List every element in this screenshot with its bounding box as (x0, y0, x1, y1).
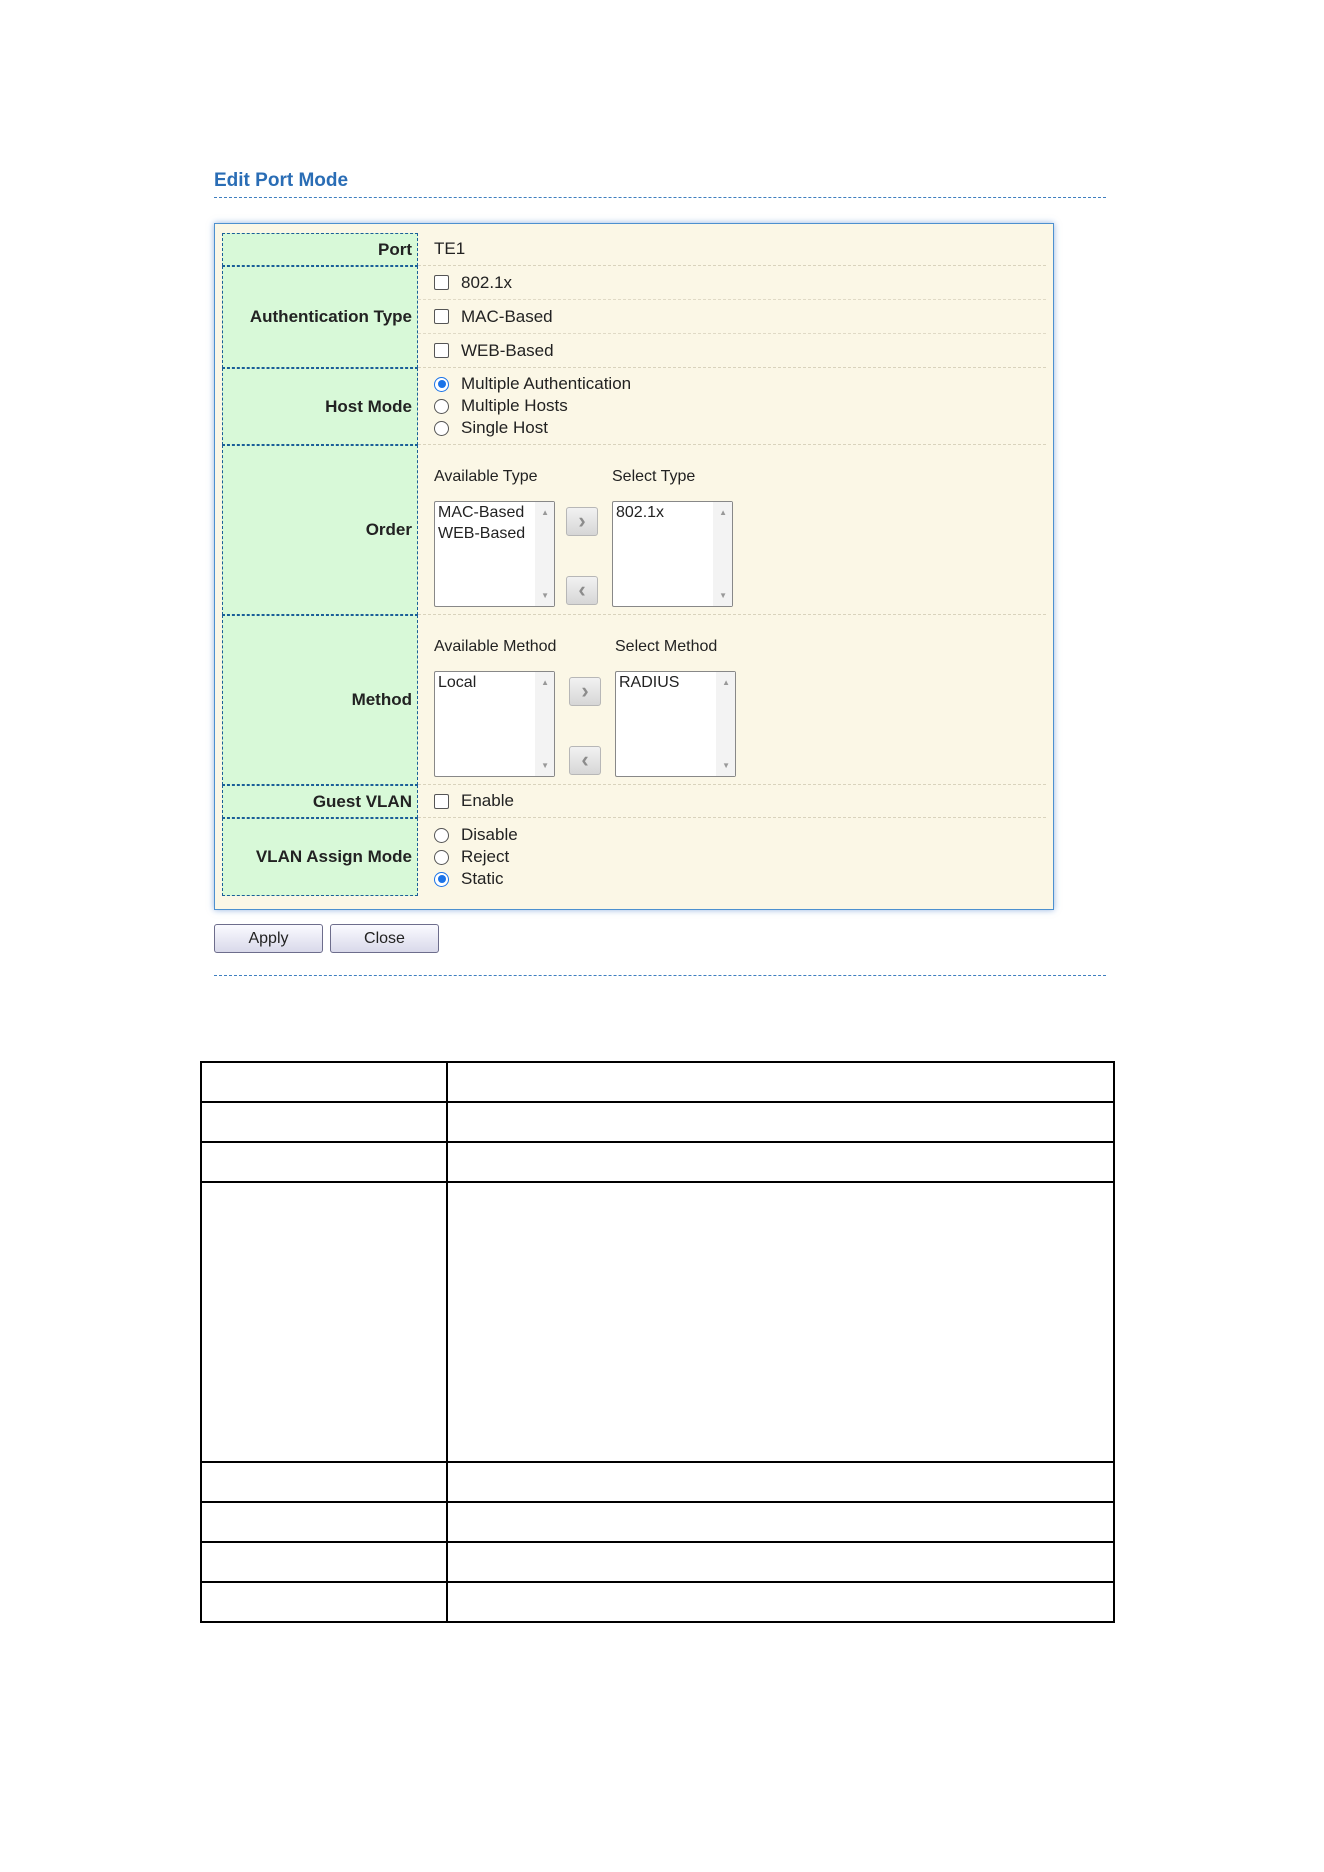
guest-vlan-label: Guest VLAN (222, 785, 418, 818)
chevron-right-icon: › (581, 678, 589, 703)
host-mode-single-host[interactable] (434, 417, 1046, 439)
move-left-button[interactable] (566, 576, 598, 605)
table-row (201, 1142, 1114, 1182)
row-vlan-assign-mode (222, 818, 1046, 896)
scroll-up-icon[interactable]: ▲ (541, 677, 549, 687)
authentication-type-label: Authentication Type (222, 266, 418, 368)
order-label: Order (222, 445, 418, 615)
move-left-button[interactable] (569, 746, 601, 775)
scroll-down-icon[interactable]: ▼ (719, 590, 727, 600)
method-label: Method (222, 615, 418, 785)
table-row (201, 1182, 1114, 1462)
table-row (201, 1462, 1114, 1502)
scroll-up-icon[interactable]: ▲ (719, 507, 727, 517)
table-row (201, 1062, 1114, 1102)
scroll-down-icon[interactable]: ▼ (722, 760, 730, 770)
move-right-button[interactable] (569, 677, 601, 706)
auth-option-8021x[interactable] (418, 266, 1046, 300)
bottom-divider (214, 975, 1106, 976)
table-row (201, 1542, 1114, 1582)
port-label: Port (222, 233, 418, 266)
row-method (222, 615, 1046, 785)
method-dual-list (418, 616, 1046, 784)
list-item[interactable]: 802.1x (616, 503, 665, 521)
vlan-assign-disable-label: Disable (461, 825, 518, 844)
host-mode-multiple-hosts[interactable] (434, 395, 1046, 417)
auth-mac-based-label: MAC-Based (461, 306, 553, 326)
host-mode-multiple-authentication-radio[interactable] (434, 377, 449, 392)
page-title: Edit Port Mode (214, 170, 349, 191)
guest-vlan-enable-checkbox[interactable] (434, 794, 449, 809)
chevron-right-icon: › (578, 508, 586, 533)
auth-option-web-based[interactable] (418, 334, 1046, 367)
list-item[interactable]: MAC-Based (438, 503, 525, 521)
auth-mac-based-checkbox[interactable] (434, 309, 449, 324)
auth-option-mac-based[interactable] (418, 300, 1046, 334)
host-mode-multiple-authentication[interactable] (434, 373, 1046, 395)
available-method-list[interactable] (434, 671, 555, 777)
scroll-down-icon[interactable]: ▼ (541, 760, 549, 770)
available-type-caption: Available Type (434, 467, 538, 485)
vlan-assign-reject[interactable] (434, 846, 1046, 868)
vlan-assign-static-label: Static (461, 869, 504, 888)
table-row (201, 1582, 1114, 1622)
edit-port-mode-panel (214, 223, 1054, 910)
close-button[interactable]: Close (330, 924, 439, 953)
host-mode-single-host-label: Single Host (461, 418, 548, 437)
chevron-left-icon: ‹ (581, 747, 589, 772)
order-dual-list (418, 446, 1046, 614)
row-host-mode (222, 368, 1046, 445)
description-table (200, 1061, 1115, 1623)
auth-web-based-label: WEB-Based (461, 340, 554, 360)
apply-button[interactable]: Apply (214, 924, 323, 953)
vlan-assign-static[interactable] (434, 868, 1046, 890)
select-type-caption: Select Type (612, 467, 696, 485)
port-mode-form (222, 233, 1046, 896)
scroll-up-icon[interactable]: ▲ (722, 677, 730, 687)
host-mode-multiple-authentication-label: Multiple Authentication (461, 374, 632, 393)
vlan-assign-reject-radio[interactable] (434, 850, 449, 865)
vlan-assign-disable[interactable] (434, 824, 1046, 846)
row-authentication-type (222, 266, 1046, 368)
scroll-up-icon[interactable]: ▲ (541, 507, 549, 517)
list-item[interactable]: WEB-Based (438, 524, 526, 542)
table-row (201, 1502, 1114, 1542)
title-divider (214, 197, 1106, 198)
auth-8021x-checkbox[interactable] (434, 275, 449, 290)
port-value: TE1 (418, 233, 1046, 266)
vlan-assign-disable-radio[interactable] (434, 828, 449, 843)
vlan-assign-mode-label: VLAN Assign Mode (222, 818, 418, 896)
vlan-assign-static-radio[interactable] (434, 872, 449, 887)
row-order (222, 445, 1046, 615)
vlan-assign-reject-label: Reject (461, 847, 510, 866)
list-item[interactable]: RADIUS (619, 673, 680, 691)
host-mode-multiple-hosts-label: Multiple Hosts (461, 396, 568, 415)
guest-vlan-enable-label: Enable (461, 791, 514, 810)
available-method-caption: Available Method (434, 637, 557, 655)
table-row (201, 1102, 1114, 1142)
host-mode-label: Host Mode (222, 368, 418, 445)
list-item[interactable]: Local (438, 673, 477, 691)
host-mode-single-host-radio[interactable] (434, 421, 449, 436)
auth-8021x-label: 802.1x (461, 272, 513, 292)
auth-web-based-checkbox[interactable] (434, 343, 449, 358)
select-method-caption: Select Method (615, 637, 718, 655)
scroll-down-icon[interactable]: ▼ (541, 590, 549, 600)
available-type-list[interactable] (434, 501, 555, 607)
select-method-list[interactable] (615, 671, 736, 777)
row-guest-vlan (222, 785, 1046, 818)
host-mode-multiple-hosts-radio[interactable] (434, 399, 449, 414)
chevron-left-icon: ‹ (578, 577, 586, 602)
select-type-list[interactable] (612, 501, 733, 607)
row-port (222, 233, 1046, 266)
move-right-button[interactable] (566, 507, 598, 536)
guest-vlan-enable[interactable] (434, 791, 1046, 811)
